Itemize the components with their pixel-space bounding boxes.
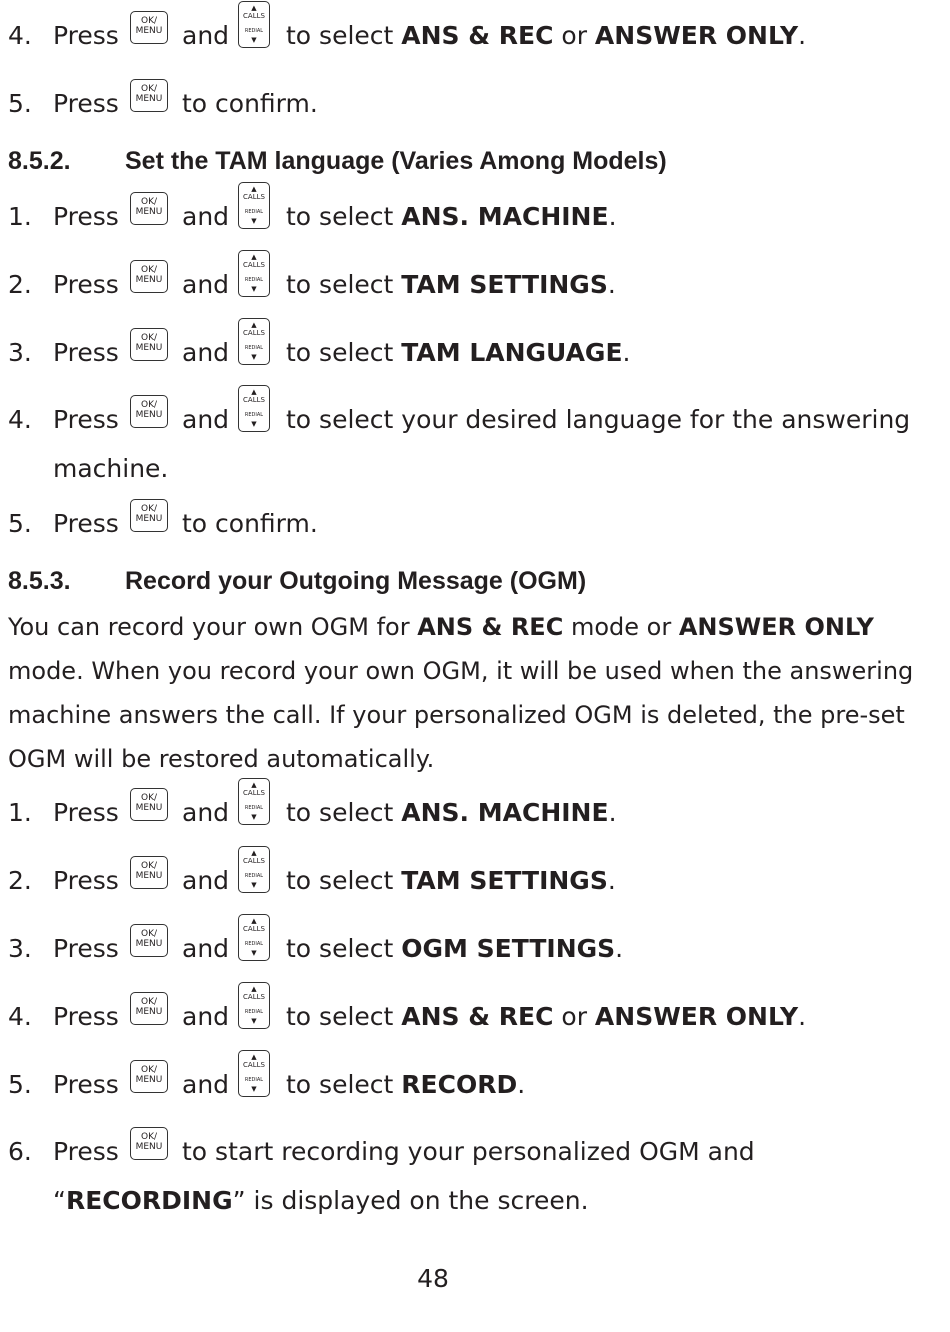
step-text: to confirm. (182, 89, 318, 118)
step-text: to select ANS & REC or ANSWER ONLY. (286, 1002, 807, 1031)
step-text: to select your desired language for the answering (286, 405, 911, 434)
and-word: and (182, 866, 230, 895)
step-number: 5. (8, 509, 32, 538)
and-word: and (182, 21, 230, 50)
press-word: Press (53, 21, 119, 50)
ok-menu-key-icon: OK/ MENU (130, 788, 168, 821)
step-number: 4. (8, 1002, 32, 1031)
paragraph-line: OGM will be restored automatically. (8, 745, 435, 773)
press-word: Press (53, 509, 119, 538)
press-word: Press (53, 1070, 119, 1099)
press-word: Press (53, 202, 119, 231)
press-word: Press (53, 1137, 119, 1166)
section-title: Record your Outgoing Message (OGM) (125, 567, 587, 595)
step-number: 2. (8, 270, 32, 299)
step-text: to select TAM SETTINGS. (286, 866, 616, 895)
step-text: to select OGM SETTINGS. (286, 934, 624, 963)
press-word: Press (53, 405, 119, 434)
calls-redial-key-icon: ▲ CALLS REDIAL ▼ (238, 914, 270, 961)
step-number: 4. (8, 405, 32, 434)
paragraph-line: machine answers the call. If your personalized OGM is deleted, the pre-set (8, 701, 905, 729)
step-text: to select RECORD. (286, 1070, 526, 1099)
step-number: 5. (8, 89, 32, 118)
section-number: 8.5.3. (8, 567, 71, 595)
intro-paragraph (8, 605, 928, 781)
step-number: 3. (8, 934, 32, 963)
press-word: Press (53, 270, 119, 299)
ok-menu-key-icon: OK/ MENU (130, 499, 168, 532)
calls-redial-key-icon: ▲ CALLS REDIAL ▼ (238, 1050, 270, 1097)
press-word: Press (53, 866, 119, 895)
step-number: 1. (8, 798, 32, 827)
calls-redial-key-icon: ▲ CALLS REDIAL ▼ (238, 982, 270, 1029)
step-number: 5. (8, 1070, 32, 1099)
step-text: to select ANS & REC or ANSWER ONLY. (286, 21, 807, 50)
and-word: and (182, 934, 230, 963)
calls-redial-key-icon: ▲ CALLS REDIAL ▼ (238, 182, 270, 229)
section-title: Set the TAM language (Varies Among Models) (125, 147, 667, 175)
step-number: 1. (8, 202, 32, 231)
step-text: to confirm. (182, 509, 318, 538)
step-text: to select TAM LANGUAGE. (286, 338, 631, 367)
ok-menu-key-icon: OK/ MENU (130, 856, 168, 889)
section-number: 8.5.2. (8, 147, 71, 175)
and-word: and (182, 798, 230, 827)
press-word: Press (53, 1002, 119, 1031)
ok-menu-key-icon: OK/ MENU (130, 79, 168, 112)
step-number: 2. (8, 866, 32, 895)
step-number: 4. (8, 21, 32, 50)
calls-redial-key-icon: ▲ CALLS REDIAL ▼ (238, 778, 270, 825)
step-text: to select ANS. MACHINE. (286, 798, 617, 827)
calls-redial-key-icon: ▲ CALLS REDIAL ▼ (238, 846, 270, 893)
paragraph-line: You can record your own OGM for ANS & REC mode or ANSWER ONLY (8, 613, 874, 641)
press-word: Press (53, 89, 119, 118)
calls-redial-key-icon: ▲ CALLS REDIAL ▼ (238, 318, 270, 365)
ok-menu-key-icon: OK/ MENU (130, 1127, 168, 1160)
calls-redial-key-icon: ▲ CALLS REDIAL ▼ (238, 250, 270, 297)
and-word: and (182, 1002, 230, 1031)
press-word: Press (53, 934, 119, 963)
step-text: to select ANS. MACHINE. (286, 202, 617, 231)
calls-redial-key-icon: ▲ CALLS REDIAL ▼ (238, 385, 270, 432)
ok-menu-key-icon: OK/ MENU (130, 395, 168, 428)
and-word: and (182, 405, 230, 434)
ok-menu-key-icon: OK/ MENU (130, 260, 168, 293)
step-text: to select TAM SETTINGS. (286, 270, 616, 299)
step-text: to start recording your personalized OGM and (182, 1137, 755, 1166)
ok-menu-key-icon: OK/ MENU (130, 328, 168, 361)
press-word: Press (53, 338, 119, 367)
calls-redial-key-icon: ▲ CALLS REDIAL ▼ (238, 1, 270, 48)
press-word: Press (53, 798, 119, 827)
step-number: 3. (8, 338, 32, 367)
and-word: and (182, 1070, 230, 1099)
and-word: and (182, 338, 230, 367)
ok-menu-key-icon: OK/ MENU (130, 924, 168, 957)
page-number: 48 (417, 1264, 449, 1293)
and-word: and (182, 270, 230, 299)
ok-menu-key-icon: OK/ MENU (130, 11, 168, 44)
ok-menu-key-icon: OK/ MENU (130, 992, 168, 1025)
step-number: 6. (8, 1137, 32, 1166)
and-word: and (182, 202, 230, 231)
ok-menu-key-icon: OK/ MENU (130, 192, 168, 225)
ok-menu-key-icon: OK/ MENU (130, 1060, 168, 1093)
paragraph-line: mode. When you record your own OGM, it will be used when the answering (8, 657, 914, 685)
